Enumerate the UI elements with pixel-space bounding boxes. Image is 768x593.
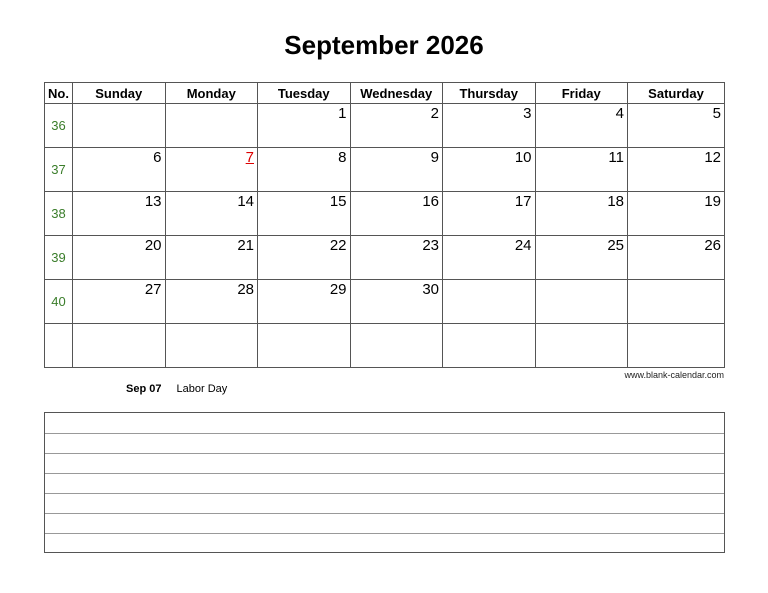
day-cell[interactable] bbox=[165, 236, 258, 280]
header-monday: Monday bbox=[165, 83, 258, 104]
holiday-name: Labor Day bbox=[176, 383, 228, 395]
day-number: 20 bbox=[144, 237, 162, 254]
day-cell[interactable] bbox=[73, 324, 166, 368]
day-cell[interactable] bbox=[535, 148, 628, 192]
week-row bbox=[45, 104, 725, 148]
day-number: 14 bbox=[237, 193, 254, 210]
day-number: 1 bbox=[338, 105, 347, 122]
day-number: 27 bbox=[144, 281, 162, 298]
notes-line bbox=[45, 433, 724, 434]
day-cell[interactable] bbox=[628, 192, 725, 236]
day-number: 21 bbox=[237, 237, 254, 254]
day-cell[interactable] bbox=[350, 192, 443, 236]
day-cell[interactable] bbox=[258, 324, 351, 368]
day-cell[interactable] bbox=[165, 104, 258, 148]
week-number bbox=[45, 324, 73, 368]
week-row bbox=[45, 192, 725, 236]
day-cell[interactable] bbox=[443, 236, 536, 280]
calendar-title: September 2026 bbox=[284, 30, 484, 60]
day-number: 2 bbox=[430, 105, 439, 122]
day-cell[interactable] bbox=[443, 192, 536, 236]
header-wednesday: Wednesday bbox=[350, 83, 443, 104]
day-number: 7 bbox=[245, 149, 254, 166]
header-friday: Friday bbox=[535, 83, 628, 104]
notes-area[interactable] bbox=[44, 412, 725, 553]
header-saturday: Saturday bbox=[628, 83, 725, 104]
day-number: 19 bbox=[704, 193, 721, 210]
day-cell[interactable] bbox=[443, 324, 536, 368]
day-cell[interactable] bbox=[73, 148, 166, 192]
day-cell[interactable] bbox=[628, 148, 725, 192]
week-number: 39 bbox=[45, 236, 73, 280]
week-number: 36 bbox=[45, 104, 73, 148]
notes-line bbox=[45, 453, 724, 454]
day-number: 6 bbox=[153, 149, 162, 166]
day-number: 29 bbox=[329, 281, 347, 298]
day-cell[interactable] bbox=[535, 192, 628, 236]
day-number: 23 bbox=[422, 237, 439, 254]
notes-line bbox=[45, 473, 724, 474]
day-number: 3 bbox=[523, 105, 532, 122]
day-cell[interactable] bbox=[535, 104, 628, 148]
day-cell[interactable] bbox=[535, 236, 628, 280]
day-number: 17 bbox=[514, 193, 532, 210]
day-number: 15 bbox=[329, 193, 347, 210]
day-cell[interactable] bbox=[535, 280, 628, 324]
day-cell[interactable] bbox=[350, 236, 443, 280]
notes-line bbox=[45, 493, 724, 494]
day-cell[interactable] bbox=[535, 324, 628, 368]
day-number: 5 bbox=[712, 105, 721, 122]
week-number: 40 bbox=[45, 280, 73, 324]
day-cell[interactable] bbox=[443, 280, 536, 324]
day-cell[interactable] bbox=[258, 236, 351, 280]
day-number: 28 bbox=[237, 281, 254, 298]
header-row bbox=[45, 83, 725, 104]
day-cell[interactable] bbox=[350, 280, 443, 324]
header-sunday: Sunday bbox=[73, 83, 166, 104]
day-cell[interactable] bbox=[443, 104, 536, 148]
week-number-header: No. bbox=[45, 83, 73, 104]
day-number: 13 bbox=[144, 193, 162, 210]
header-tuesday: Tuesday bbox=[258, 83, 351, 104]
week-row bbox=[45, 280, 725, 324]
notes-line bbox=[45, 533, 724, 534]
day-cell[interactable] bbox=[628, 280, 725, 324]
day-cell[interactable] bbox=[350, 148, 443, 192]
day-cell[interactable] bbox=[628, 324, 725, 368]
day-cell[interactable] bbox=[165, 280, 258, 324]
day-cell[interactable] bbox=[628, 236, 725, 280]
day-number: 4 bbox=[615, 105, 624, 122]
day-cell[interactable] bbox=[73, 192, 166, 236]
week-row bbox=[45, 148, 725, 192]
day-number: 25 bbox=[607, 237, 624, 254]
day-number: 22 bbox=[329, 237, 347, 254]
day-number: 8 bbox=[338, 149, 347, 166]
day-cell[interactable] bbox=[258, 280, 351, 324]
week-row bbox=[45, 324, 725, 368]
week-row bbox=[45, 236, 725, 280]
day-cell[interactable] bbox=[165, 192, 258, 236]
day-number: 16 bbox=[422, 193, 439, 210]
day-number: 18 bbox=[607, 193, 624, 210]
website-credit: www.blank-calendar.com bbox=[624, 370, 724, 380]
day-number: 30 bbox=[422, 281, 439, 298]
day-cell[interactable] bbox=[628, 104, 725, 148]
week-number: 37 bbox=[45, 148, 73, 192]
day-cell[interactable] bbox=[443, 148, 536, 192]
day-number: 11 bbox=[608, 149, 624, 166]
day-cell[interactable] bbox=[73, 104, 166, 148]
day-number: 10 bbox=[514, 149, 532, 166]
day-cell[interactable] bbox=[165, 148, 258, 192]
notes-line bbox=[45, 513, 724, 514]
header-thursday: Thursday bbox=[443, 83, 536, 104]
day-cell[interactable] bbox=[258, 148, 351, 192]
day-number: 24 bbox=[514, 237, 532, 254]
week-number: 38 bbox=[45, 192, 73, 236]
day-number: 26 bbox=[704, 237, 721, 254]
day-cell[interactable] bbox=[258, 192, 351, 236]
day-cell[interactable] bbox=[258, 104, 351, 148]
day-cell[interactable] bbox=[73, 236, 166, 280]
day-cell[interactable] bbox=[350, 324, 443, 368]
day-cell[interactable] bbox=[165, 324, 258, 368]
calendar-grid bbox=[44, 82, 725, 368]
day-cell[interactable] bbox=[350, 104, 443, 148]
day-number: 12 bbox=[704, 149, 721, 166]
day-cell[interactable] bbox=[73, 280, 166, 324]
holiday-date: Sep 07 bbox=[126, 383, 162, 395]
holiday-list-item bbox=[126, 383, 227, 395]
day-number: 9 bbox=[430, 149, 439, 166]
